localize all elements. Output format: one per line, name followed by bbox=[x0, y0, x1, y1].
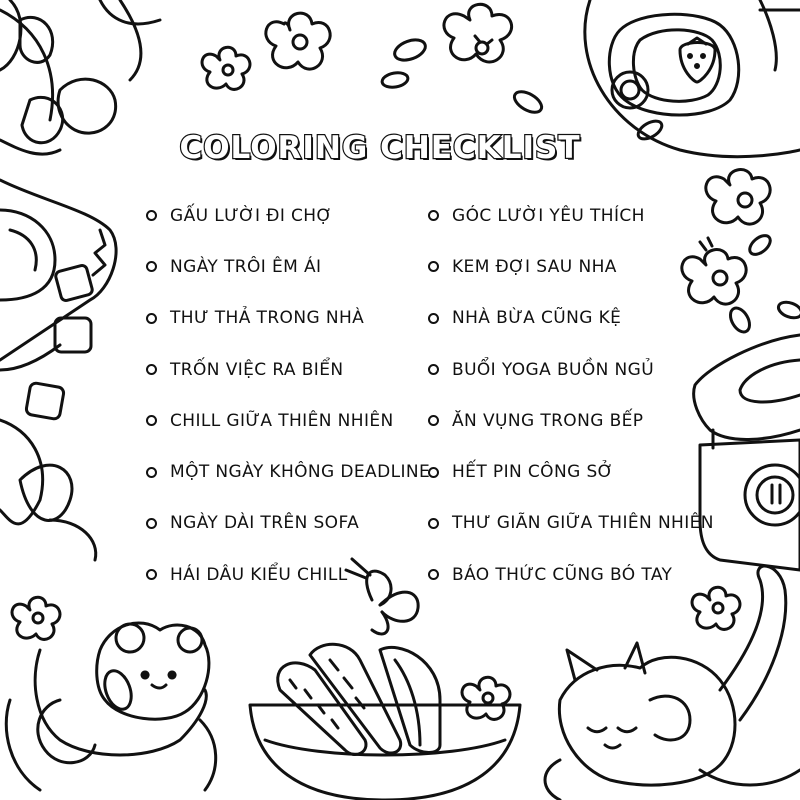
checkbox-circle-icon[interactable] bbox=[146, 518, 157, 529]
checkbox-circle-icon[interactable] bbox=[428, 569, 439, 580]
checklist-item[interactable] bbox=[146, 549, 430, 600]
checklist-item-label: THƯ THẢ TRONG NHÀ bbox=[170, 308, 365, 329]
checklist-item[interactable] bbox=[428, 395, 714, 446]
checklist-item-label: NHÀ BỪA CŨNG KỆ bbox=[452, 308, 622, 329]
checklist-item[interactable] bbox=[428, 344, 714, 395]
checkbox-circle-icon[interactable] bbox=[428, 518, 439, 529]
checkbox-circle-icon[interactable] bbox=[428, 261, 439, 272]
checkbox-circle-icon[interactable] bbox=[428, 467, 439, 478]
checkbox-circle-icon[interactable] bbox=[146, 467, 157, 478]
checkbox-circle-icon[interactable] bbox=[428, 415, 439, 426]
page-title: COLORING CHECKLIST bbox=[179, 130, 581, 166]
checklist-item-label: KEM ĐỢI SAU NHA bbox=[452, 256, 617, 277]
checklist-item-label: MỘT NGÀY KHÔNG DEADLINE bbox=[170, 462, 431, 483]
checklist-item-label: NGÀY TRÔI ÊM ÁI bbox=[170, 256, 322, 277]
checkbox-circle-icon[interactable] bbox=[146, 415, 157, 426]
checklist-item[interactable] bbox=[428, 190, 714, 241]
checklist-item[interactable] bbox=[146, 446, 430, 497]
checklist-item[interactable] bbox=[428, 498, 714, 549]
checklist-item-label: HÁI DÂU KIỂU CHILL bbox=[170, 564, 348, 585]
checklist-item-label: ĂN VỤNG TRONG BẾP bbox=[452, 410, 644, 431]
checklist-item-label: GÓC LƯỜI YÊU THÍCH bbox=[452, 205, 645, 226]
strawberry-icon bbox=[680, 38, 715, 82]
checklist-item-label: BÁO THỨC CŨNG BÓ TAY bbox=[452, 564, 673, 585]
checklist-item[interactable] bbox=[146, 498, 430, 549]
teddy-bear-icon bbox=[6, 623, 215, 790]
checkbox-circle-icon[interactable] bbox=[428, 364, 439, 375]
marshmallow-icon bbox=[25, 264, 93, 419]
checklist-item[interactable] bbox=[146, 344, 430, 395]
checklist-item-label: BUỔI YOGA BUỒN NGỦ bbox=[452, 359, 655, 380]
checklist-item[interactable] bbox=[428, 549, 714, 600]
checklist-item[interactable] bbox=[146, 293, 430, 344]
checkbox-circle-icon[interactable] bbox=[428, 313, 439, 324]
checklist-item[interactable] bbox=[428, 241, 714, 292]
checklist-right-column bbox=[428, 190, 714, 600]
sleeping-cat-icon bbox=[545, 566, 800, 800]
tulip-icon bbox=[0, 0, 160, 154]
checkbox-circle-icon[interactable] bbox=[146, 210, 157, 221]
checklist-left-column bbox=[146, 190, 430, 600]
checkbox-circle-icon[interactable] bbox=[146, 364, 157, 375]
checkbox-circle-icon[interactable] bbox=[146, 313, 157, 324]
bread-basket-icon bbox=[250, 644, 520, 800]
checklist-item[interactable] bbox=[146, 190, 430, 241]
checklist-item-label: NGÀY DÀI TRÊN SOFA bbox=[170, 513, 360, 534]
checklist-item-label: THƯ GIÃN GIỮA THIÊN NHIÊN bbox=[452, 513, 714, 534]
sandwich-icon bbox=[0, 180, 116, 370]
checklist-item[interactable] bbox=[146, 241, 430, 292]
checklist-item-label: CHILL GIỮA THIÊN NHIÊN bbox=[170, 410, 394, 431]
checklist-item-label: HẾT PIN CÔNG SỞ bbox=[452, 462, 614, 483]
checklist-item-label: TRỐN VIỆC RA BIỂN bbox=[170, 359, 344, 380]
checklist-item[interactable] bbox=[428, 293, 714, 344]
checklist-item[interactable] bbox=[428, 446, 714, 497]
checklist-item-label: GẤU LƯỜI ĐI CHỢ bbox=[170, 205, 333, 226]
checkbox-circle-icon[interactable] bbox=[146, 261, 157, 272]
checkbox-circle-icon[interactable] bbox=[428, 210, 439, 221]
checkbox-circle-icon[interactable] bbox=[146, 569, 157, 580]
checklist-item[interactable] bbox=[146, 395, 430, 446]
